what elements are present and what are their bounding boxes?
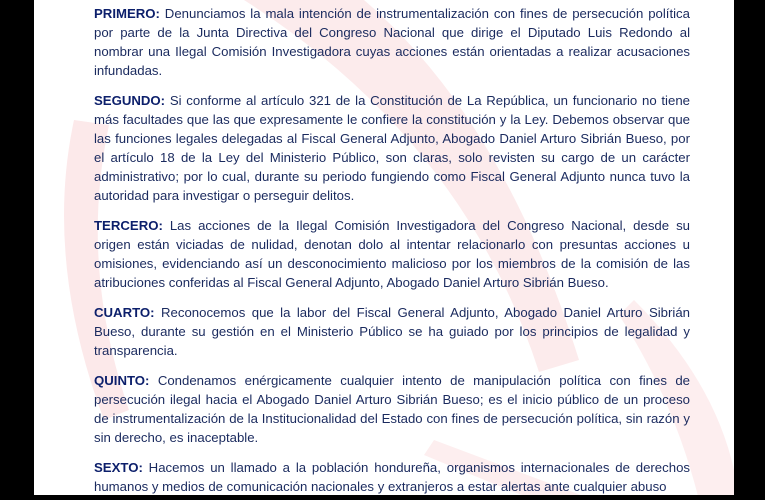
paragraph-quinto bbox=[94, 371, 690, 447]
paragraph-label: QUINTO: bbox=[94, 373, 150, 388]
paragraph-text: Condenamos enérgicamente cualquier intento de manipulación política con fines de persecución ilegal hacia el Abogado Daniel Arturo Sibrián Bueso; es el inicio público de un proceso de instrumentalización de la Institucionalidad del Estado con fines de persecución política, sin razón y sin derecho, es inaceptable. bbox=[94, 373, 690, 445]
paragraph-segundo bbox=[94, 91, 690, 205]
document-body bbox=[94, 4, 690, 500]
paragraph-cuarto bbox=[94, 303, 690, 360]
paragraph-sexto bbox=[94, 458, 690, 496]
bottom-edge bbox=[0, 495, 765, 500]
paragraph-label: SEGUNDO: bbox=[94, 93, 166, 108]
paragraph-label: PRIMERO: bbox=[94, 6, 160, 21]
paragraph-text: Si conforme al artículo 321 de la Constitución de La República, un funcionario no tiene más facultades que las que expresamente le confiere la constitución y la Ley. Debemos observar que las funciones legales delegadas al Fiscal General Adjunto, Abogado Daniel Arturo Sibrián Bueso, por el artículo 18 de la Ley del Ministerio Público, son claras, solo revisten su cargo de un carácter administrativo; por lo cual, durante su periodo fungiendo como Fiscal General Adjunto nunca tuvo la autoridad para investigar o perseguir delitos. bbox=[94, 93, 690, 203]
paragraph-label: TERCERO: bbox=[94, 218, 163, 233]
paragraph-text: Las acciones de la Ilegal Comisión Investigadora del Congreso Nacional, desde su origen están viciadas de nulidad, denotan dolo al intentar relacionarlo con presuntas acciones u omisiones, evidenciando así un desconocimiento malicioso por los miembros de la comisión de las atribuciones conferidas al Fiscal General Adjunto, Abogado Daniel Arturo Sibrián Bueso. bbox=[94, 218, 690, 290]
document-page bbox=[34, 0, 734, 500]
paragraph-text: Hacemos un llamado a la población hondureña, organismos internacionales de derechos humanos y medios de comunicación nacionales y extranjeros a estar alertas ante cualquier abuso bbox=[94, 460, 690, 494]
paragraph-label: CUARTO: bbox=[94, 305, 155, 320]
paragraph-text: Denunciamos la mala intención de instrumentalización con fines de persecución política por parte de la Junta Directiva del Congreso Nacional que dirige el Diputado Luis Redondo al nombrar una Ilegal Comisión Investigadora cuyas acciones están orientadas a realizar acusaciones infundadas. bbox=[94, 6, 690, 78]
paragraph-primero bbox=[94, 4, 690, 80]
paragraph-tercero bbox=[94, 216, 690, 292]
paragraph-text: Reconocemos que la labor del Fiscal General Adjunto, Abogado Daniel Arturo Sibrián Bueso, durante su gestión en el Ministerio Público se ha guiado por los principios de legalidad y transparencia. bbox=[94, 305, 690, 358]
paragraph-label: SEXTO: bbox=[94, 460, 143, 475]
